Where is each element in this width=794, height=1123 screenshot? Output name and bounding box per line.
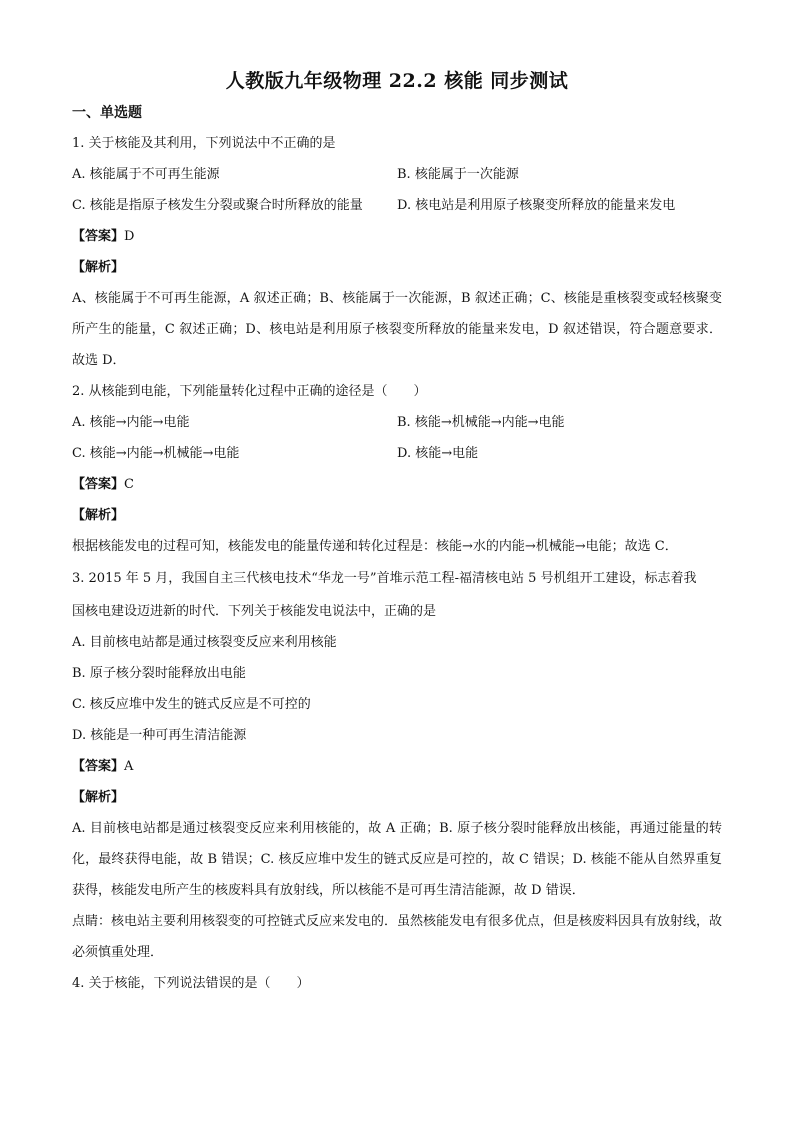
question-1-option-a: A. 核能属于不可再生能源 <box>72 167 220 182</box>
answer-value: C <box>124 477 134 492</box>
question-2-answer <box>72 469 722 500</box>
question-1-option-d: D. 核电站是利用原子核聚变所释放的能量来发电 <box>397 198 676 213</box>
answer-value: A <box>124 759 134 774</box>
question-3-option-d: D. 核能是一种可再生清洁能源 <box>72 728 247 743</box>
question-2-option-a: A. 核能→内能→电能 <box>72 415 190 430</box>
question-1-options-row-1 <box>72 159 722 190</box>
question-2-option-b: B. 核能→机械能→内能→电能 <box>397 415 565 430</box>
question-1-option-c: C. 核能是指原子核发生分裂或聚合时所释放的能量 <box>72 198 363 213</box>
question-1-stem: 1. 关于核能及其利用，下列说法中不正确的是 <box>72 136 336 151</box>
answer-label: 【答案】 <box>72 759 125 774</box>
question-3-option-c: C. 核反应堆中发生的链式反应是不可控的 <box>72 697 311 712</box>
section-heading: 一、单选题 <box>72 105 142 121</box>
question-3-answer <box>72 751 722 782</box>
question-2-analysis-label <box>72 500 722 531</box>
answer-label: 【答案】 <box>72 229 125 244</box>
question-3-option-b: B. 原子核分裂时能释放出电能 <box>72 666 246 681</box>
question-2-analysis: 根据核能发电的过程可知，核能发电的能量传递和转化过程是：核能→水的内能→机械能→电能；故选 C． <box>72 539 678 554</box>
analysis-label: 【解析】 <box>72 508 125 523</box>
question-1-option-b: B. 核能属于一次能源 <box>397 167 519 182</box>
question-3-comment: 点睛：核电站主要利用核裂变的可控链式反应来发电的．虽然核能发电有很多优点，但是核废料因具有放射线，故必须慎重处理． <box>72 914 723 960</box>
question-2-options-row-2 <box>72 438 722 469</box>
analysis-label: 【解析】 <box>72 260 125 275</box>
answer-label: 【答案】 <box>72 477 125 492</box>
question-4-stem: 4. 关于核能，下列说法错误的是（ ） <box>72 976 310 991</box>
question-3-option-a: A. 目前核电站都是通过核裂变反应来利用核能 <box>72 635 337 650</box>
question-3-stem-line-2: 国核电建设迈进新的时代．下列关于核能发电说法中，正确的是 <box>72 604 437 619</box>
question-2-option-d: D. 核能→电能 <box>397 446 479 461</box>
analysis-label: 【解析】 <box>72 790 125 805</box>
question-1-answer <box>72 221 722 252</box>
question-2-options-row-1 <box>72 407 722 438</box>
question-1-analysis: A、核能属于不可再生能源，A 叙述正确；B、核能属于一次能源，B 叙述正确；C、核能是重核裂变或轻核聚变所产生的能量，C 叙述正确；D、核电站是利用原子核裂变所释放的能量来发电，D 叙述错误，符合题意要求．故选 D． <box>72 291 722 368</box>
document-title: 人教版九年级物理 22.2 核能 同步测试 <box>225 70 569 92</box>
question-2-option-c: C. 核能→内能→机械能→电能 <box>72 446 240 461</box>
question-1-options-row-2 <box>72 190 722 221</box>
question-3-stem-line-1: 3. 2015 年 5 月，我国自主三代核电技术“华龙一号”首堆示范工程-福清核电站 5 号机组开工建设，标志着我 <box>72 571 697 586</box>
question-3-analysis: A. 目前核电站都是通过核裂变反应来利用核能的，故 A 正确；B. 原子核分裂时能释放出核能，再通过能量的转化，最终获得电能，故 B 错误；C. 核反应堆中发生的链式反应是可控的，故 C 错误；D. 核能不能从自然界重复获得，核能发电所产生的核废料具有放射线，所以核能不是可再生清洁能源，故 D 错误． <box>72 821 722 898</box>
question-3-analysis-label <box>72 782 722 813</box>
question-2-stem: 2. 从核能到电能，下列能量转化过程中正确的途径是（ ） <box>72 384 427 399</box>
answer-value: D <box>124 229 135 244</box>
question-1-analysis-label <box>72 252 722 283</box>
